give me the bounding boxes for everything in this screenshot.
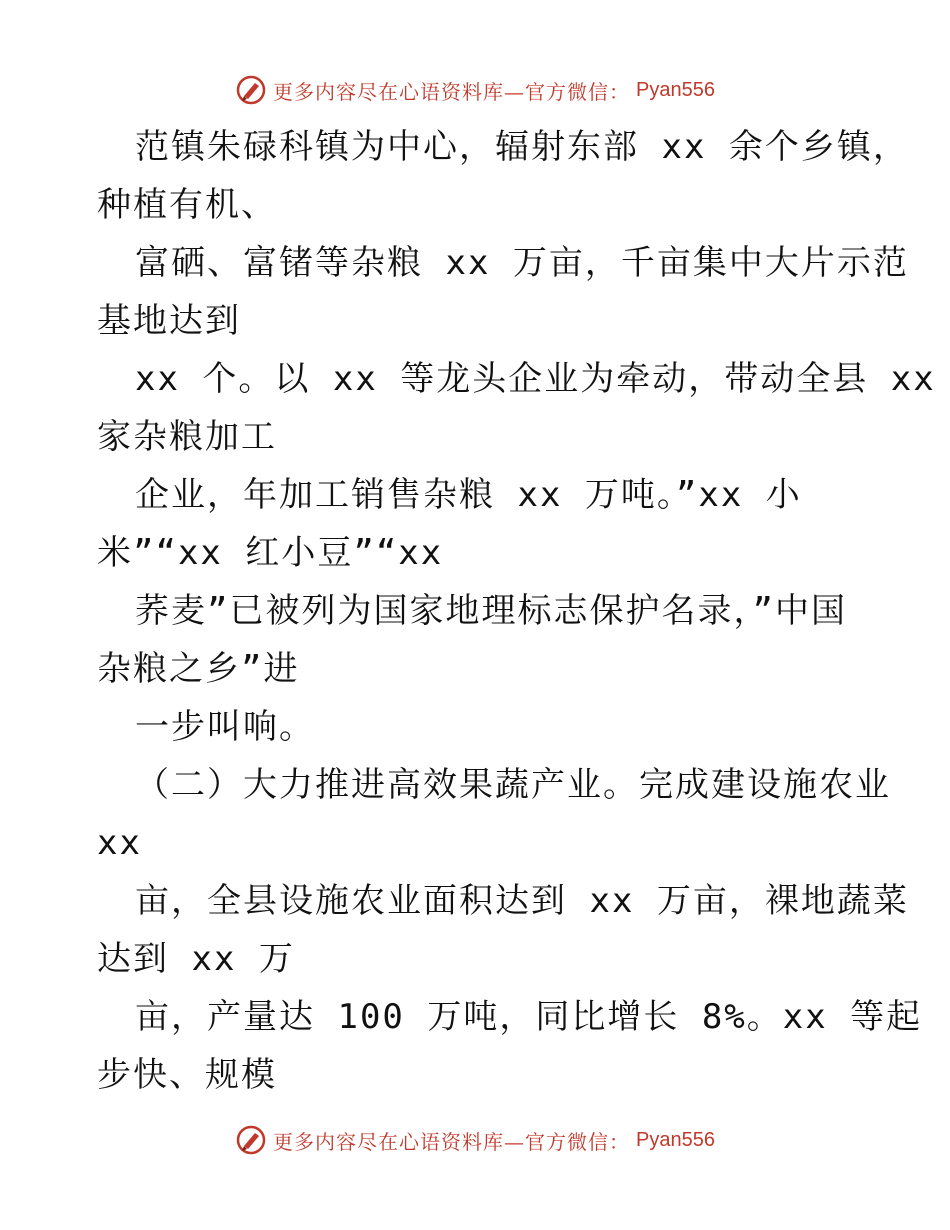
pen-logo-icon bbox=[235, 74, 267, 106]
document-body bbox=[97, 118, 936, 1104]
text-line: 步快、规模 bbox=[97, 1055, 277, 1095]
watermark-text: 更多内容尽在心语资料库—官方微信： bbox=[273, 1129, 631, 1154]
text-line: 亩，全县设施农业面积达到 xx 万亩，裸地蔬菜 bbox=[135, 881, 909, 921]
text-line: 种植有机、 bbox=[97, 185, 277, 225]
text-line: 杂粮之乡”进 bbox=[97, 649, 300, 689]
watermark-text: 更多内容尽在心语资料库—官方微信： bbox=[273, 79, 631, 104]
text-line: 范镇朱碌科镇为中心，辐射东部 xx 余个乡镇， bbox=[135, 127, 909, 167]
text-line: 荞麦”已被列为国家地理标志保护名录，”中国 bbox=[135, 591, 847, 631]
text-line: 一步叫响。 bbox=[135, 707, 315, 747]
watermark-handle: Pyan556 bbox=[636, 78, 715, 101]
text-line: 富硒、富锗等杂粮 xx 万亩，千亩集中大片示范 bbox=[135, 243, 909, 283]
text-line: xx 个。以 xx 等龙头企业为牵动，带动全县 xx bbox=[135, 359, 936, 399]
watermark-handle: Pyan556 bbox=[636, 1128, 715, 1151]
footer-watermark bbox=[0, 1120, 950, 1160]
section-heading-line: （二）大力推进高效果蔬产业。完成建设施农业 bbox=[135, 765, 891, 805]
text-line: xx bbox=[97, 823, 142, 863]
text-line: 基地达到 bbox=[97, 301, 241, 341]
header-watermark bbox=[0, 70, 950, 110]
text-line: 米”“xx 红小豆”“xx bbox=[97, 533, 444, 573]
pen-logo-icon bbox=[235, 1124, 267, 1156]
text-line: 达到 xx 万 bbox=[97, 939, 295, 979]
text-line: 亩，产量达 100 万吨，同比增长 8%。xx 等起 bbox=[135, 997, 923, 1037]
text-line: 企业，年加工销售杂粮 xx 万吨。”xx 小 bbox=[135, 475, 802, 515]
text-line: 家杂粮加工 bbox=[97, 417, 277, 457]
